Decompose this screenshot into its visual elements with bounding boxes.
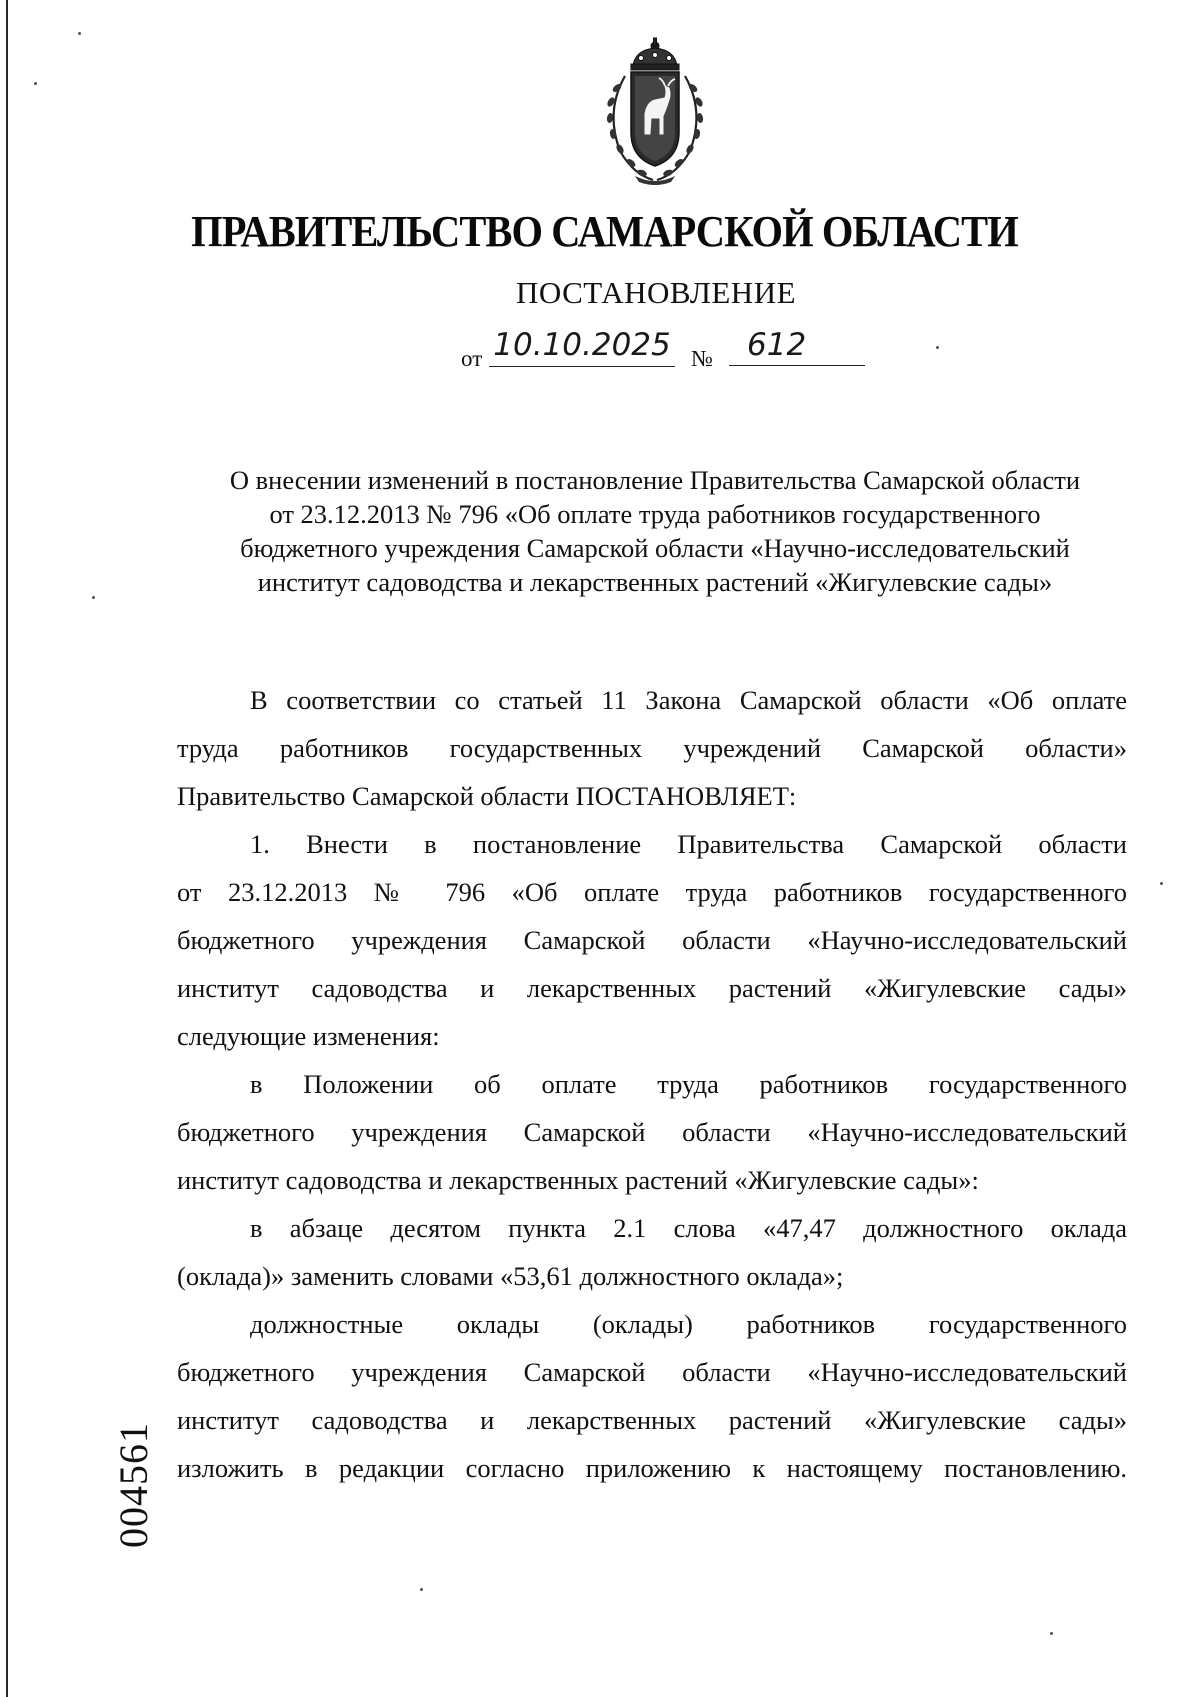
body-line: институт садоводства и лекарственных растений «Жигулевские сады»:: [177, 1165, 979, 1195]
body-line: в Положении об оплате труда работников государственного: [250, 1069, 1127, 1099]
scan-speck: [1160, 882, 1163, 885]
body-line: бюджетного учреждения Самарской области «Научно-исследовательский: [177, 1117, 1127, 1147]
margin-registration-number: 004561: [111, 1422, 156, 1548]
body-line: изложить в редакции согласно приложению к настоящему постановлению.: [177, 1453, 1127, 1483]
body-line: в абзаце десятом пункта 2.1 слова «47,47 должностного оклада: [250, 1213, 1127, 1243]
body-line: бюджетного учреждения Самарской области «Научно-исследовательский: [177, 1357, 1127, 1387]
samara-coat-of-arms-icon: [595, 36, 715, 186]
subject-line: институт садоводства и лекарственных растений «Жигулевские сады»: [257, 567, 1053, 597]
body-line: институт садоводства и лекарственных растений «Жигулевские сады»: [177, 973, 1127, 1003]
document-body: [177, 676, 1127, 1492]
organization-title: ПРАВИТЕЛЬСТВО САМАРСКОЙ ОБЛАСТИ: [191, 207, 1018, 256]
scan-speck: [92, 596, 95, 599]
body-line: от 23.12.2013 № 796 «Об оплате труда работников государственного: [177, 877, 1127, 907]
document-subject: [160, 463, 1150, 599]
number-label: №: [691, 346, 713, 371]
scan-speck: [420, 1588, 423, 1591]
handwritten-date: 10.10.2025: [489, 324, 675, 367]
body-line: (оклада)» заменить словами «53,61 должностного оклада»;: [177, 1261, 844, 1291]
body-line: В соответствии со статьей 11 Закона Самарской области «Об оплате: [250, 685, 1127, 715]
scan-speck: [78, 32, 81, 35]
body-line: Правительство Самарской области ПОСТАНОВЛЯЕТ:: [177, 781, 797, 811]
subject-line: от 23.12.2013 № 796 «Об оплате труда работников государственного: [269, 499, 1041, 529]
scan-speck: [936, 346, 939, 349]
document-type: ПОСТАНОВЛЕНИЕ: [515, 275, 797, 310]
scan-speck: [34, 82, 37, 85]
body-line: следующие изменения:: [177, 1021, 440, 1051]
handwritten-number: 612: [729, 324, 865, 366]
body-line: институт садоводства и лекарственных растений «Жигулевские сады»: [177, 1405, 1127, 1435]
body-line: труда работников государственных учреждений Самарской области»: [177, 733, 1127, 763]
date-prefix: от: [461, 346, 483, 371]
body-line: бюджетного учреждения Самарской области «Научно-исследовательский: [177, 925, 1127, 955]
subject-line: бюджетного учреждения Самарской области «Научно-исследовательский: [240, 533, 1070, 563]
body-line: должностные оклады (оклады) работников государственного: [250, 1309, 1127, 1339]
subject-line: О внесении изменений в постановление Правительства Самарской области: [229, 465, 1081, 495]
body-line: 1. Внести в постановление Правительства Самарской области: [250, 829, 1127, 859]
scan-speck: [1050, 1632, 1053, 1635]
scan-left-border: [6, 0, 8, 1697]
